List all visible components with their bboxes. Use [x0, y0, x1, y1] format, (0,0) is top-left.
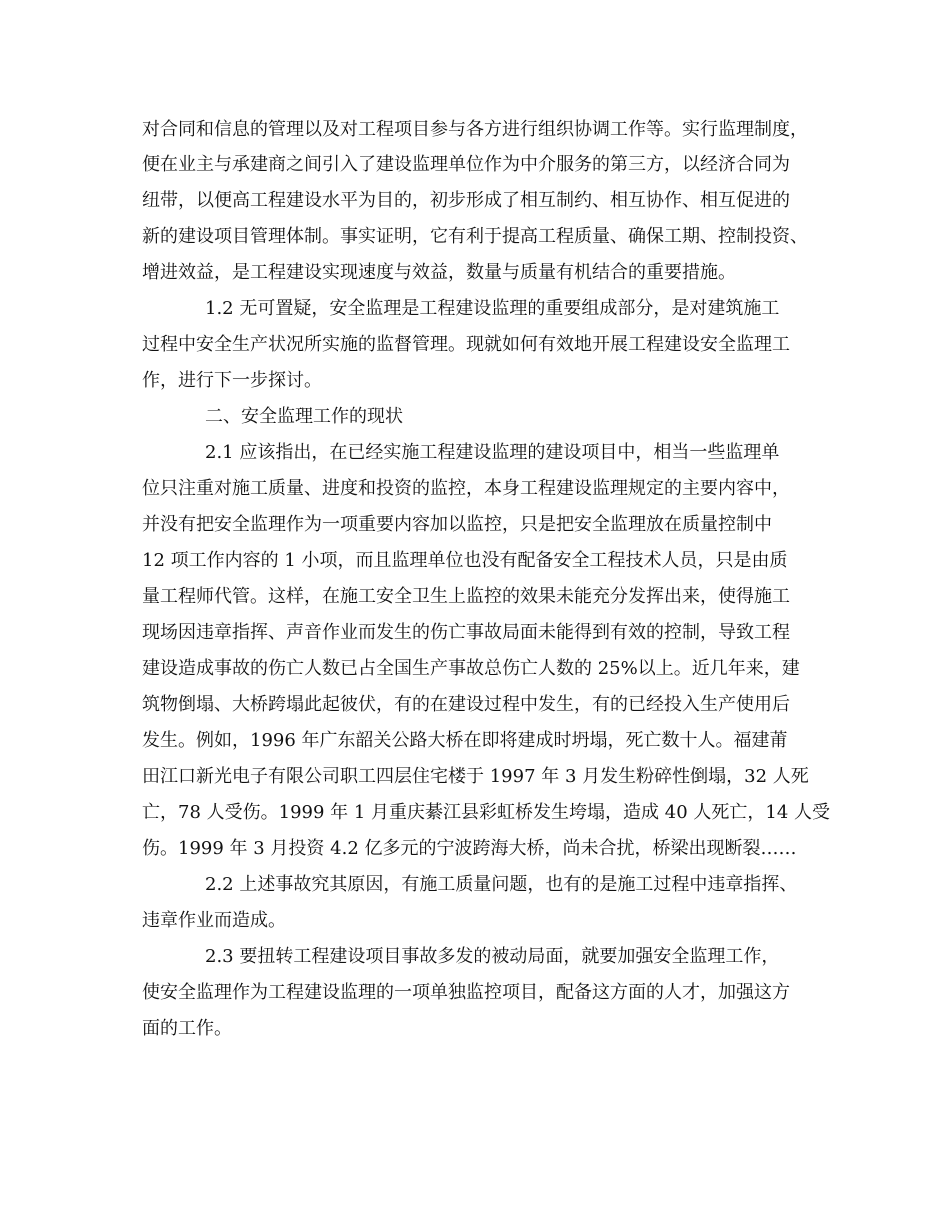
text-line: 伤。1999 年 3 月投资 4.2 亿多元的宁波跨海大桥，尚未合扰，桥梁出现断裂……	[142, 838, 797, 859]
section-heading: 二、安全监理工作的现状	[205, 406, 403, 427]
text-line: 发生。例如，1996 年广东韶关公路大桥在即将建成时坍塌，死亡数十人。福建莆	[142, 730, 788, 751]
text-line: 筑物倒塌、大桥跨塌此起彼伏，有的在建设过程中发生，有的已经投入生产使用后	[142, 694, 790, 715]
text-line: 建设造成事故的伤亡人数已占全国生产事故总伤亡人数的 25%以上。近几年来，建	[142, 658, 800, 679]
text-line: 2.2 上述事故究其原因，有施工质量问题，也有的是施工过程中违章指挥、	[205, 874, 798, 895]
text-line: 量工程师代管。这样，在施工安全卫生上监控的效果未能充分发挥出来，使得施工	[142, 586, 790, 607]
text-line: 对合同和信息的管理以及对工程项目参与各方进行组织协调工作等。实行监理制度，	[142, 119, 808, 140]
text-line: 面的工作。	[142, 1018, 232, 1039]
text-line: 增进效益，是工程建设实现速度与效益，数量与质量有机结合的重要措施。	[142, 262, 736, 283]
text-line: 使安全监理作为工程建设监理的一项单独监控项目，配备这方面的人才，加强这方	[142, 982, 790, 1003]
text-line: 违章作业而造成。	[142, 910, 286, 931]
text-line: 过程中安全生产状况所实施的监督管理。现就如何有效地开展工程建设安全监理工	[142, 334, 790, 355]
text-line: 纽带，以便高工程建设水平为目的，初步形成了相互制约、相互协作、相互促进的	[142, 190, 790, 211]
text-line: 1.2 无可置疑，安全监理是工程建设监理的重要组成部分，是对建筑施工	[205, 298, 780, 319]
text-line: 12 项工作内容的 1 小项，而且监理单位也没有配备安全工程技术人员，只是由质	[142, 550, 788, 571]
text-line: 现场因违章指挥、声音作业而发生的伤亡事故局面未能得到有效的控制，导致工程	[142, 622, 790, 643]
text-line: 2.3 要扭转工程建设项目事故多发的被动局面，就要加强安全监理工作，	[205, 946, 780, 967]
text-line: 位只注重对施工质量、进度和投资的监控，本身工程建设监理规定的主要内容中，	[142, 478, 790, 499]
text-line: 田江口新光电子有限公司职工四层住宅楼于 1997 年 3 月发生粉碎性倒塌，32 人死	[142, 766, 809, 787]
text-line: 并没有把安全监理作为一项重要内容加以监控，只是把安全监理放在质量控制中	[142, 514, 772, 535]
text-line: 便在业主与承建商之间引入了建设监理单位作为中介服务的第三方，以经济合同为	[142, 154, 790, 175]
text-line: 新的建设项目管理体制。事实证明，它有利于提高工程质量、确保工期、控制投资、	[142, 226, 808, 247]
text-line: 亡，78 人受伤。1999 年 1 月重庆綦江县彩虹桥发生垮塌，造成 40 人死亡，14 人受	[142, 802, 831, 823]
text-line: 作，进行下一步探讨。	[142, 370, 322, 391]
text-line: 2.1 应该指出，在已经实施工程建设监理的建设项目中，相当一些监理单	[205, 442, 780, 463]
